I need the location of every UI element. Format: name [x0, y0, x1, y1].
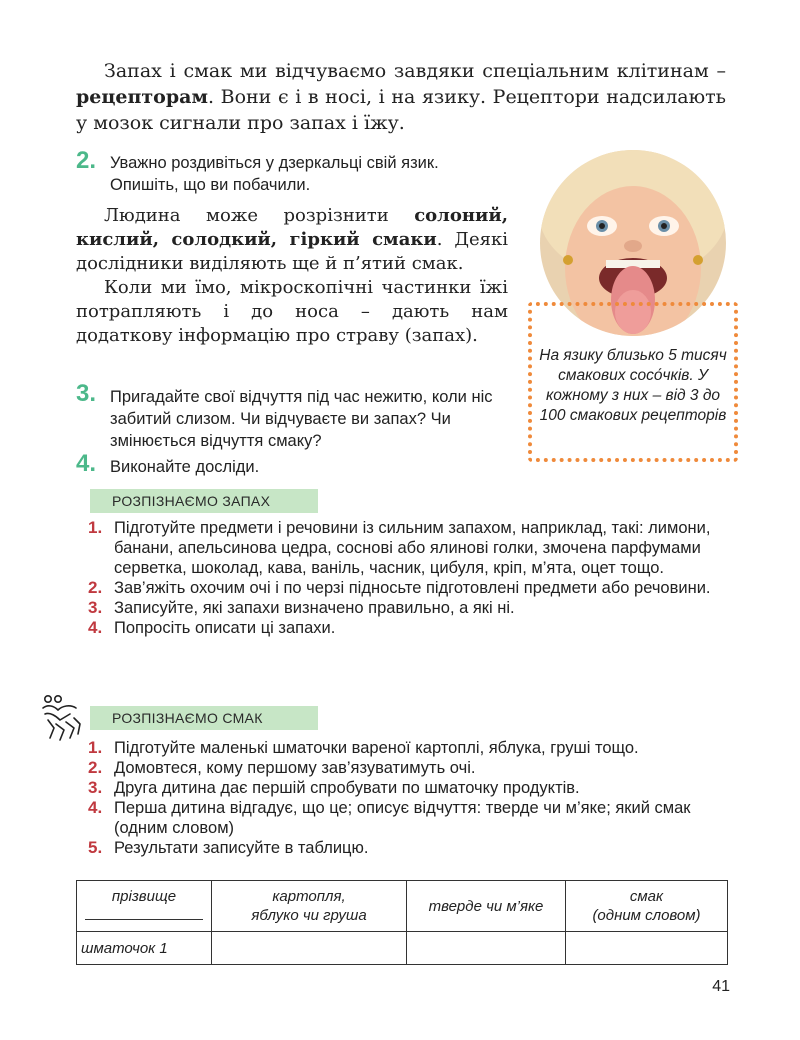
list-item: 4. Перша дитина відгадує, що це; описує відчуття: тверде чи м’яке; який смак (одним словом): [88, 798, 691, 837]
list-item: 4. Попросіть описати ці запахи.: [88, 618, 336, 637]
smell-steps-list: [88, 518, 738, 638]
task-4-text: Виконайте досліди.: [110, 458, 260, 476]
fact-callout-text: На язику близько 5 тисяч смакових сосо́чків. У кожному з них – від 3 до 100 смакових рецепторів: [539, 347, 727, 424]
list-item: 3. Друга дитина дає першій спробувати по шматочку продуктів.: [88, 778, 580, 797]
list-item: 5. Результати записуйте в таблицю.: [88, 838, 369, 857]
task-2-number: 2.: [76, 147, 97, 174]
list-item: 2. Зав’яжіть охочим очі і по черзі підносьте підготовлені предмети або речовини.: [88, 578, 711, 597]
table-header-row: [77, 881, 728, 932]
smell-paragraph: Коли ми їмо, мікроскопічні частинки їжі потрапляють і до носа – дають нам додаткову інформацію про страву (запах).: [76, 277, 508, 346]
task-3-text: Пригадайте свої відчуття під час нежитю, коли ніс забитий слизом. Чи відчуваєте ви запах? Чи змінюється відчуття смаку?: [110, 388, 493, 450]
task-3-number: 3.: [76, 380, 97, 407]
header-texture: тверде чи м’яке: [407, 881, 566, 932]
header-product: картопля, яблуко чи груша: [212, 881, 407, 932]
taste-steps-list: [88, 738, 738, 858]
name-blank-line[interactable]: [85, 907, 203, 920]
task-4-number: 4.: [76, 450, 97, 477]
results-table: [76, 880, 728, 965]
table-cell[interactable]: [407, 932, 566, 965]
row-label: шматочок 1: [77, 932, 212, 965]
smell-section-title: РОЗПІЗНАЄМО ЗАПАХ: [90, 489, 318, 513]
children-group-icon: [40, 694, 86, 742]
list-item: 2. Домовтеся, кому першому зав’язуватимуть очі.: [88, 758, 476, 777]
intro-paragraph: Запах і смак ми відчуваємо завдяки спеціальним клітинам – рецепторам. Вони є і в носі, і на язику. Рецептори надсилають у мозок сигнали про запах і їжу.: [76, 60, 726, 134]
task-2-text: Уважно роздивіться у дзеркальці свій язик. Опишіть, що ви побачили.: [110, 154, 439, 194]
header-surname: прізвище: [77, 881, 212, 932]
page-number: 41: [712, 978, 730, 995]
list-item: 3. Записуйте, які запахи визначено правильно, а які ні.: [88, 598, 515, 617]
list-item: 1. Підготуйте маленькі шматочки вареної картоплі, яблука, груші тощо.: [88, 738, 639, 757]
taste-section-title: РОЗПІЗНАЄМО СМАК: [90, 706, 318, 730]
table-cell[interactable]: [566, 932, 728, 965]
taste-paragraph: Людина може розрізнити солоний, кислий, солодкий, гіркий смаки. Деякі дослідники виділяють ще й п’ятий смак.: [76, 205, 508, 274]
header-taste: смак (одним словом): [566, 881, 728, 932]
list-item: 1. Підготуйте предмети і речовини із сильним запахом, наприклад, такі: лимони, банани, апельсинова цедра, соснові або ялинові голки, змочена парфумами серветка, шоколад, кава, ваніль, часник, цибуля, кріп, м’ята, оцет тощо.: [88, 518, 711, 577]
table-cell[interactable]: [212, 932, 407, 965]
table-row: [77, 932, 728, 965]
